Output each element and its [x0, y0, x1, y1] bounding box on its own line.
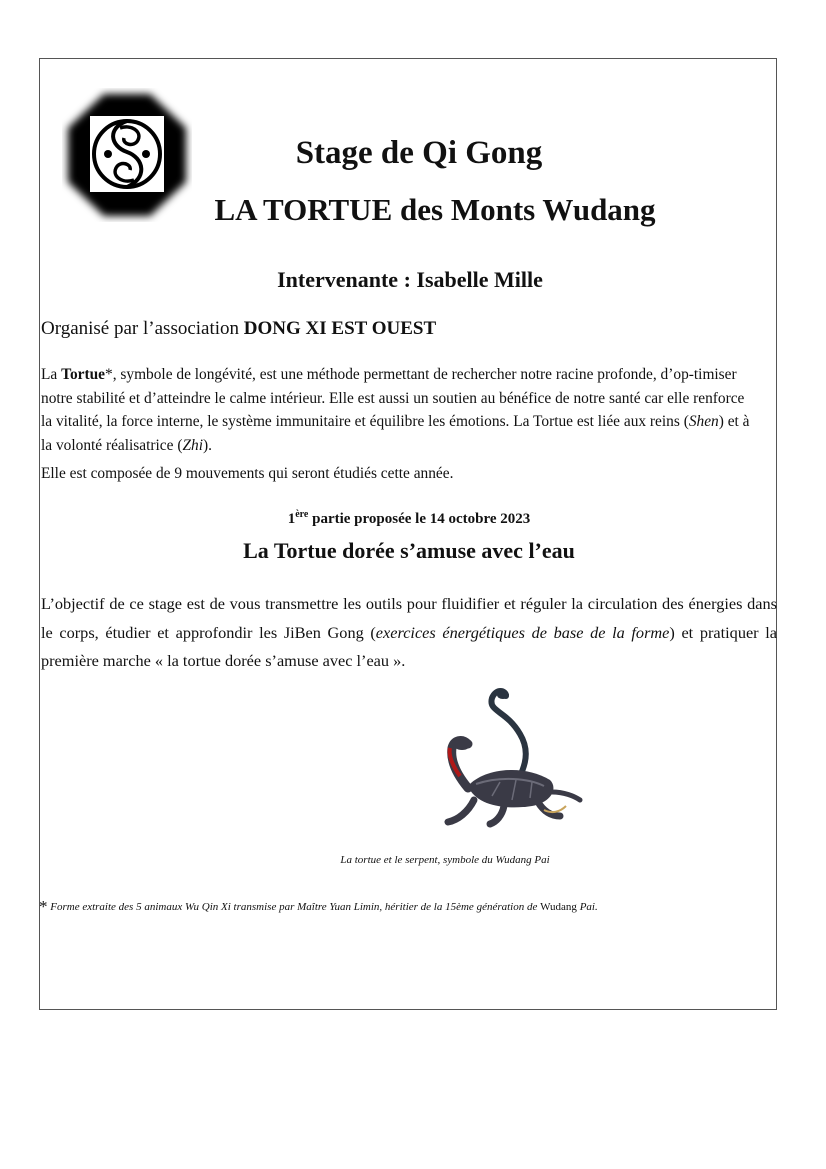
intro-paragraph-1 [41, 363, 757, 457]
organizer-name: DONG XI EST OUEST [243, 318, 437, 339]
intro-zhi: Zhi [182, 436, 203, 454]
organizer-line [41, 318, 436, 340]
footnote [39, 897, 598, 917]
session-date [0, 509, 818, 528]
title-line-2: LA TORTUE des Monts Wudang [214, 192, 656, 227]
figure-caption: La tortue et le serpent, symbole du Wudang Pai [340, 854, 550, 866]
intro-shen: Shen [688, 413, 719, 430]
footnote-wudang: Wudang [540, 901, 577, 913]
intro-text [41, 363, 757, 486]
organizer-prefix: Organisé par l’association [41, 318, 244, 339]
objective-text-b: ) et pratiquer la première marche « la tortue dorée s’amuse avec l’eau ». [41, 622, 777, 670]
objective-italic: exercices énergétiques de base de la forme [375, 622, 670, 642]
intro-tortue: Tortue [61, 366, 105, 383]
objective-paragraph [41, 590, 777, 676]
intro-paragraph-2: Elle est composée de 9 mouvements qui seront étudiés cette année. [41, 465, 454, 482]
intro-text-d: ). [202, 436, 212, 454]
speaker-line: Intervenante : Isabelle Mille [277, 267, 543, 292]
objective-text-a: L’objectif de ce stage est de vous transmettre les outils pour fluidifier et réguler la circulation des énergies dans le corps, étudier et approfondir les JiBen Gong ( [41, 594, 777, 642]
footnote-italic: Forme extraite des 5 animaux Wu Qin Xi transmise par Maître Yuan Limin, héritier de la 15ème génération de [47, 901, 541, 913]
footnote-pai: Pai. [576, 901, 598, 913]
intro-text-a: La [41, 366, 62, 383]
turtle-snake-icon [440, 684, 590, 830]
intro-text-c: ) et à la volonté réalisatrice ( [41, 413, 750, 454]
title-line-1: Stage de Qi Gong [295, 135, 543, 171]
intro-text-b: *, symbole de longévité, est une méthode permettant de rechercher notre racine profonde, d’op-timiser notre stabilité et d’atteindre le calme intérieur. Elle est aussi un soutien au bénéfice de notre santé car elle renforce la vitalité, la force interne, le système immunitaire et équilibre les émotions. La Tortue est liée aux reins ( [41, 366, 745, 430]
session-num: 1 [287, 511, 296, 527]
session-sup: ère [295, 509, 309, 520]
session-text: partie proposée le 14 octobre 2023 [308, 511, 531, 527]
footnote-star: * [39, 897, 48, 916]
session-subtitle: La Tortue dorée s’amuse avec l’eau [243, 538, 575, 563]
